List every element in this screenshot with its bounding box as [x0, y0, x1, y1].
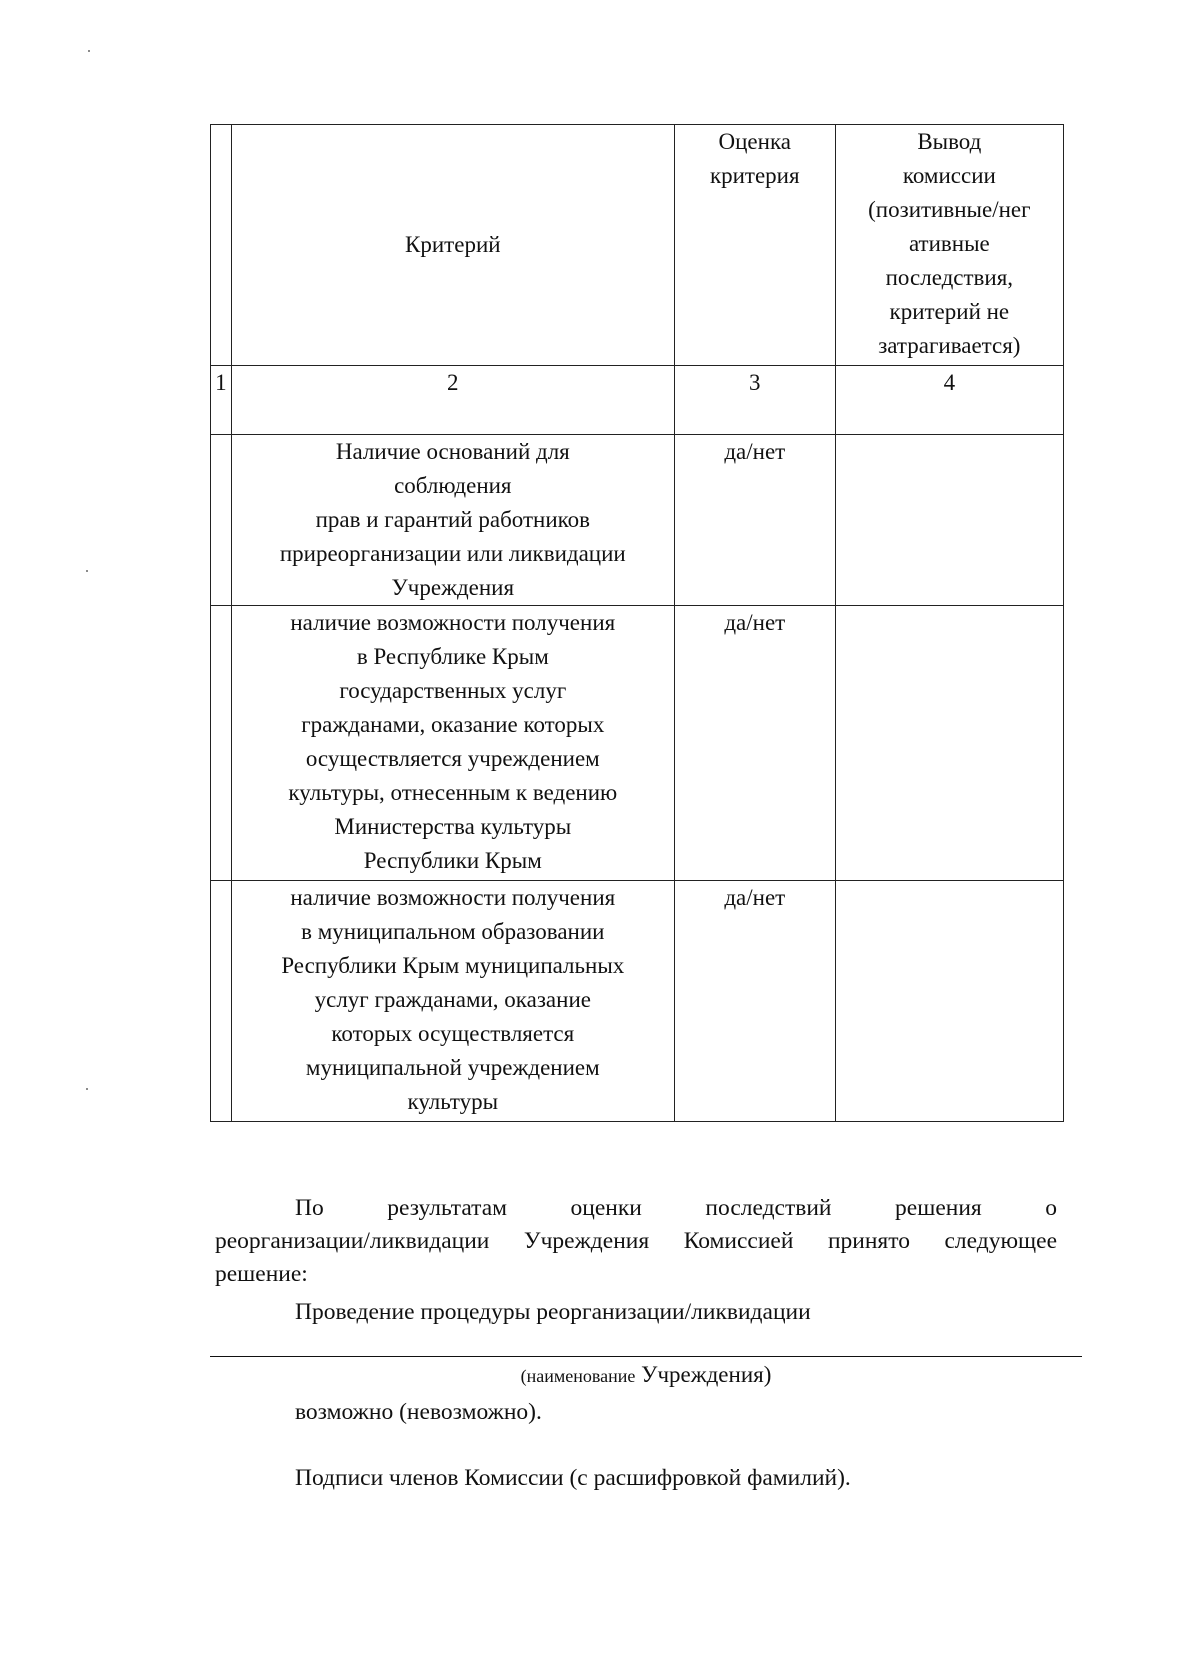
criterion-cell: наличие возможности получения в Республике Крым государственных услуг гражданами, оказание которых осуществляется учреждением культуры, отнесенным к ведению Министерства культуры Республики Крым	[231, 606, 674, 881]
column-number: 2	[231, 366, 674, 435]
signatures-text: Подписи членов Комиссии (с расшифровкой фамилий).	[295, 1465, 851, 1491]
scan-speck	[88, 50, 90, 52]
evaluation-cell: да/нет	[674, 606, 835, 881]
decision-paragraph-line2: реорганизации/ликвидации Учреждения Комиссией принято следующее	[215, 1228, 1057, 1254]
header-col-number	[211, 125, 232, 366]
scan-speck	[86, 570, 88, 572]
scan-speck	[86, 1088, 88, 1090]
header-col-evaluation: Оценка критерия	[674, 125, 835, 366]
table-row	[211, 881, 1064, 1122]
caption-large: Учреждения)	[641, 1362, 772, 1387]
row-number-cell	[211, 606, 232, 881]
column-number: 3	[674, 366, 835, 435]
table-row	[211, 435, 1064, 606]
conclusion-cell	[835, 881, 1063, 1122]
decision-paragraph-line3: решение:	[215, 1261, 308, 1287]
row-number-cell	[211, 881, 232, 1122]
institution-name-caption	[210, 1360, 1082, 1391]
criteria-table	[210, 124, 1064, 1122]
header-col-criterion: Критерий	[231, 125, 674, 366]
decision-paragraph-line1: По результатам оценки последствий решения о	[295, 1195, 1057, 1221]
column-number: 1	[211, 366, 232, 435]
criterion-cell: наличие возможности получения в муниципальном образовании Республики Крым муниципальных услуг гражданами, оказание которых осуществляется муниципальной учреждением культуры	[231, 881, 674, 1122]
caption-small: (наименование	[520, 1366, 636, 1386]
table-row	[211, 606, 1064, 881]
evaluation-cell: да/нет	[674, 881, 835, 1122]
conclusion-cell	[835, 606, 1063, 881]
institution-name-blank	[210, 1356, 1082, 1357]
procedure-line: Проведение процедуры реорганизации/ликвидации	[295, 1299, 811, 1325]
conclusion-cell	[835, 435, 1063, 606]
column-number-row	[211, 366, 1064, 435]
column-number: 4	[835, 366, 1063, 435]
criterion-cell: Наличие оснований для соблюдения прав и гарантий работников приреорганизации или ликвидации Учреждения	[231, 435, 674, 606]
possible-text: возможно (невозможно).	[295, 1399, 542, 1425]
header-col-conclusion: Вывод комиссии (позитивные/нег ативные последствия, критерий не затрагивается)	[835, 125, 1063, 366]
table-header-row	[211, 125, 1064, 366]
row-number-cell	[211, 435, 232, 606]
evaluation-cell: да/нет	[674, 435, 835, 606]
